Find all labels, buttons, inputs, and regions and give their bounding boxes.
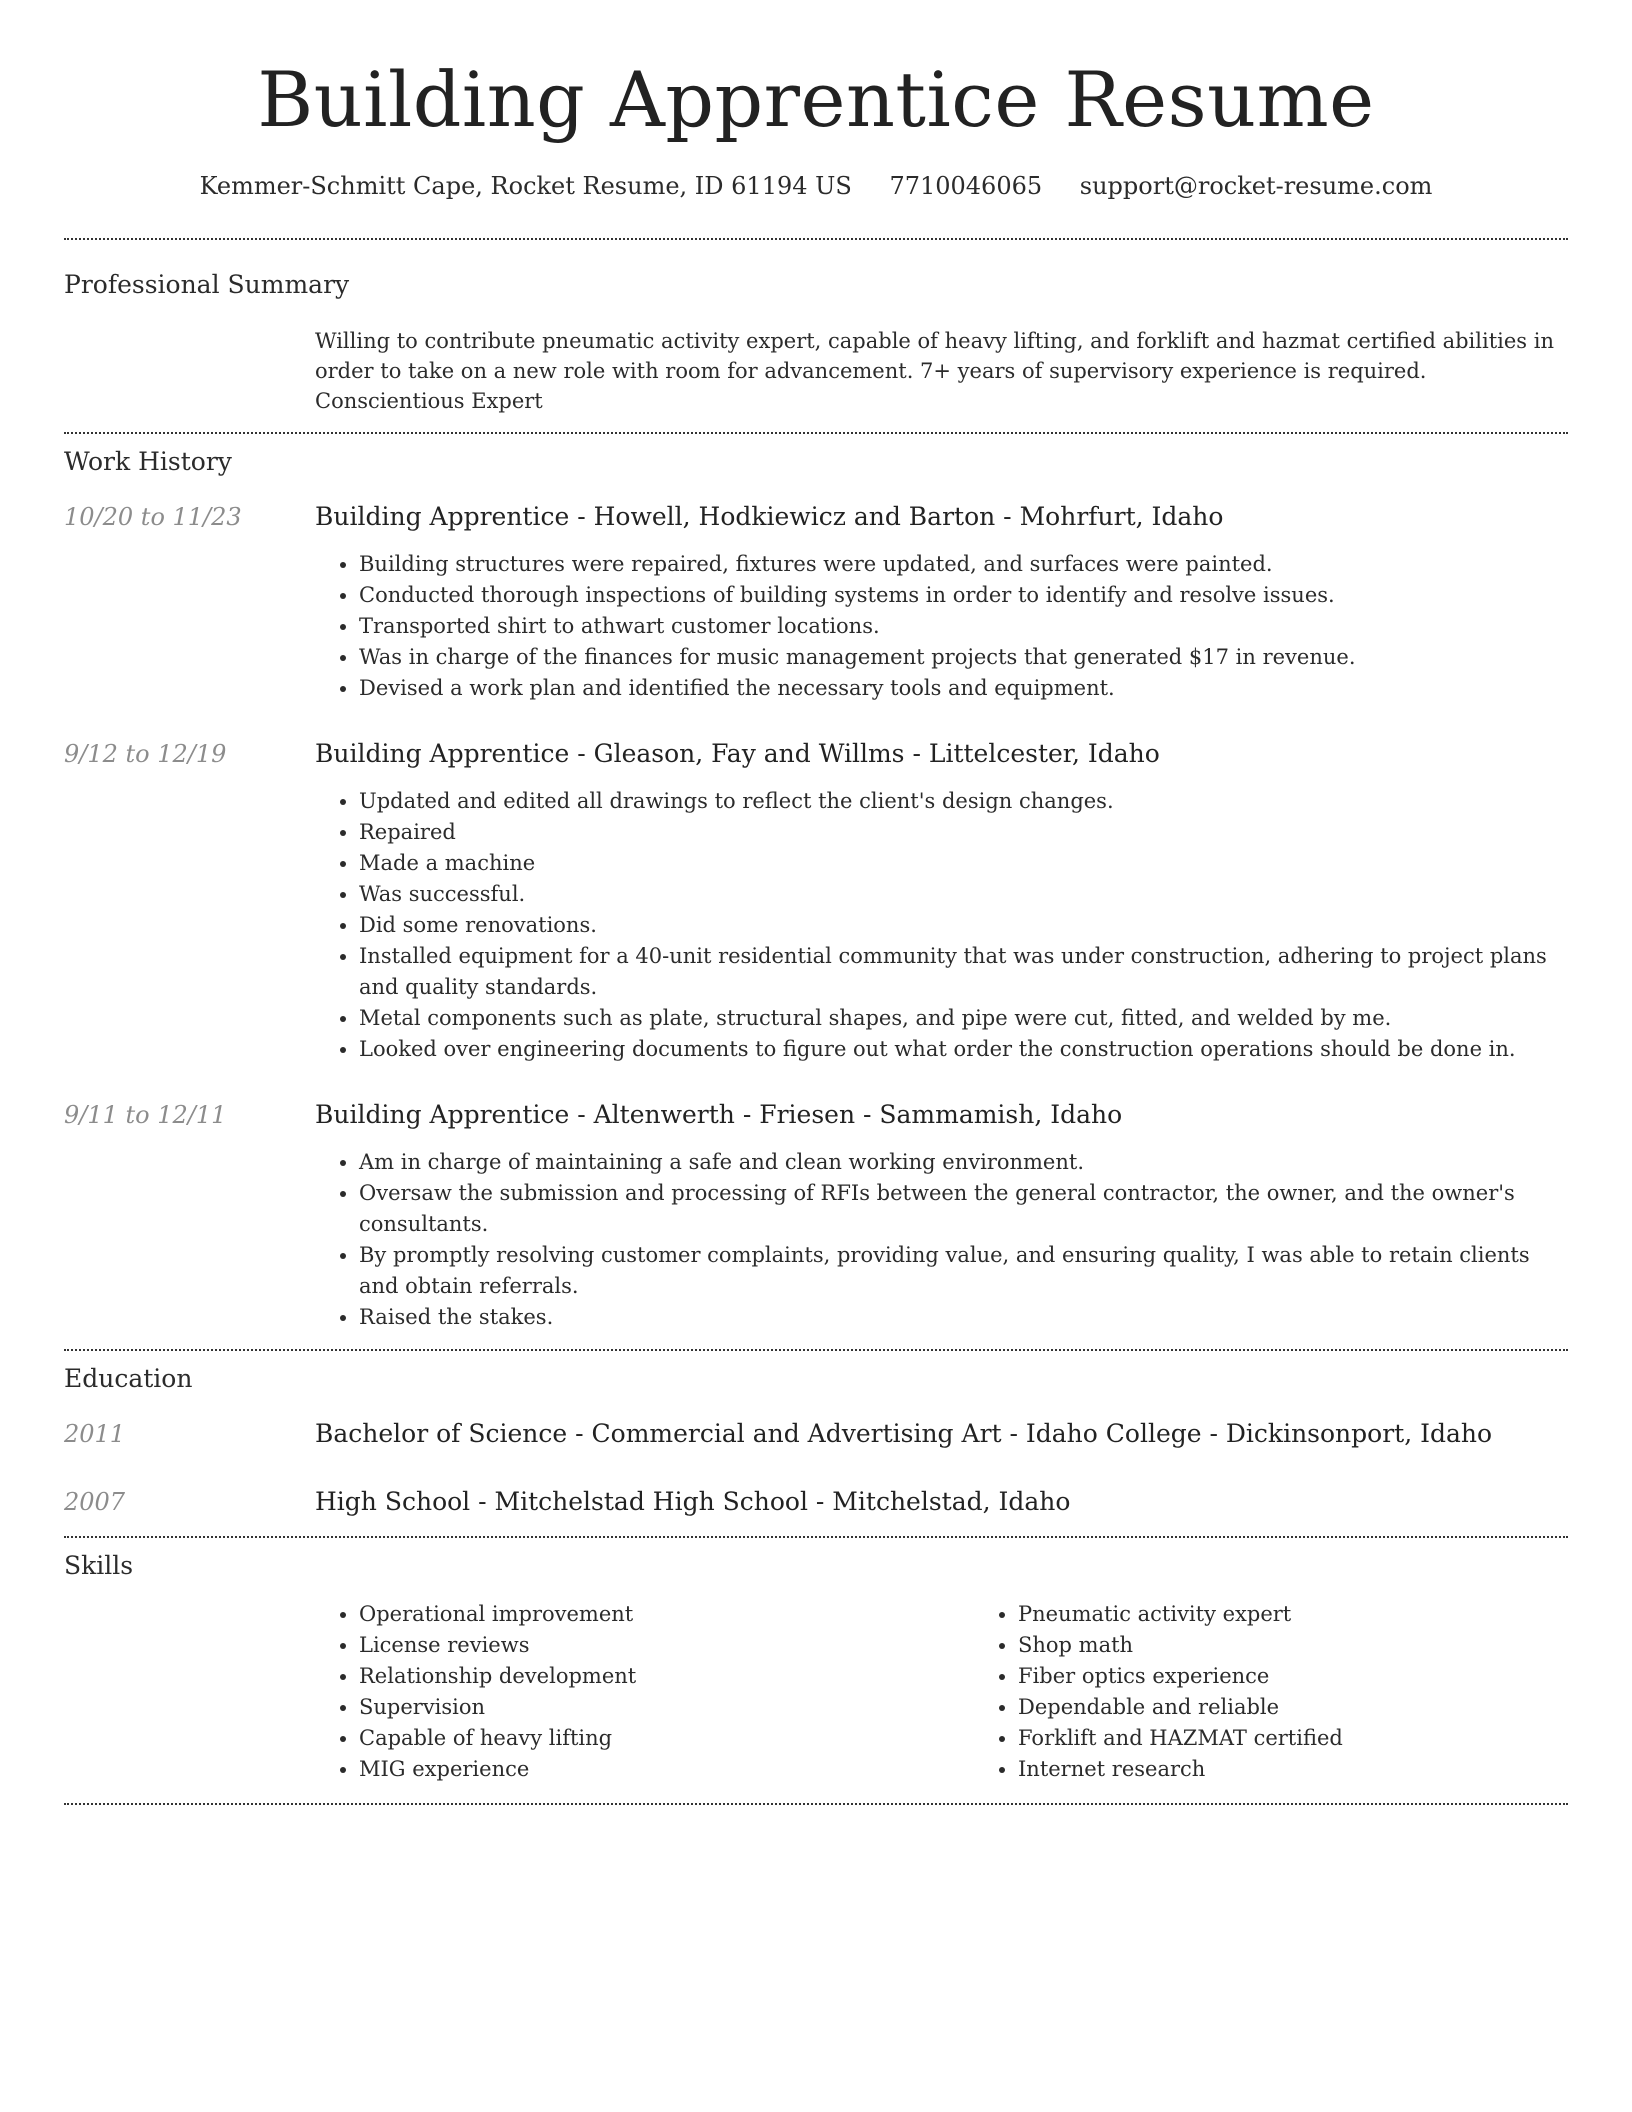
divider-skills <box>64 1803 1568 1805</box>
skills-list-right <box>974 1599 1632 1785</box>
job-entry <box>64 1099 1568 1333</box>
job-bullet: • Building structures were repaired, fixtures were updated, and surfaces were painted. <box>359 549 1568 580</box>
section-work-history <box>64 434 1568 1333</box>
skill-item: • Shop math <box>1018 1630 1632 1661</box>
section-education <box>64 1351 1568 1518</box>
contact-phone: 7710046065 <box>889 172 1043 200</box>
job-bullets <box>315 1147 1568 1333</box>
job-content <box>315 738 1568 1065</box>
job-bullet: • Devised a work plan and identified the necessary tools and equipment. <box>359 673 1568 704</box>
job-dates: 9/11 to 12/11 <box>64 1101 227 1129</box>
job-bullet: • Looked over engineering documents to figure out what order the construction operations should be done in. <box>359 1034 1568 1065</box>
summary-text: Willing to contribute pneumatic activity expert, capable of heavy lifting, and forklift and hazmat certified abilities in order to take on a new role with room for advancement. 7+ years of supervisory experience is required. Conscientious Expert <box>315 329 1554 413</box>
job-bullets <box>315 549 1568 704</box>
job-bullet: • Transported shirt to athwart customer locations. <box>359 611 1568 642</box>
job-dates: 10/20 to 11/23 <box>64 503 242 531</box>
job-bullet: • By promptly resolving customer complaints, providing value, and ensuring quality, I was able to retain clients and obtain referrals. <box>359 1240 1568 1302</box>
resume-page <box>64 0 1568 1805</box>
skills-list-left <box>315 1599 974 1785</box>
skills-columns <box>315 1599 1632 1785</box>
job-title: Building Apprentice - Altenwerth - Friesen - Sammamish, Idaho <box>315 1100 1123 1129</box>
contact-address: Kemmer-Schmitt Cape, Rocket Resume, ID 61194 US <box>199 172 852 200</box>
job-title: Building Apprentice - Howell, Hodkiewicz and Barton - Mohrfurt, Idaho <box>315 502 1224 531</box>
contact-line <box>64 170 1568 202</box>
education-entry <box>64 1486 1568 1518</box>
job-bullet: • Am in charge of maintaining a safe and clean working environment. <box>359 1147 1568 1178</box>
section-title-work-history: Work History <box>64 447 232 476</box>
resume-title: Building Apprentice Resume <box>257 55 1375 144</box>
job-bullet: • Metal components such as plate, structural shapes, and pipe were cut, fitted, and welded by me. <box>359 1003 1568 1034</box>
skill-item: • MIG experience <box>359 1754 974 1785</box>
job-dates: 9/12 to 12/19 <box>64 740 227 768</box>
summary-row <box>64 326 1568 416</box>
skill-item: • Operational improvement <box>359 1599 974 1630</box>
job-content <box>315 1099 1568 1333</box>
skill-item: • Dependable and reliable <box>1018 1692 1632 1723</box>
skill-item: • Relationship development <box>359 1661 974 1692</box>
job-content <box>315 501 1568 704</box>
skill-item: • Internet research <box>1018 1754 1632 1785</box>
job-bullet: • Oversaw the submission and processing of RFIs between the general contractor, the owner, and the owner's consultants. <box>359 1178 1568 1240</box>
skill-item: • Capable of heavy lifting <box>359 1723 974 1754</box>
skill-item: • Supervision <box>359 1692 974 1723</box>
skill-item: • Fiber optics experience <box>1018 1661 1632 1692</box>
section-summary <box>64 240 1568 416</box>
job-bullet: • Installed equipment for a 40-unit residential community that was under construction, adhering to project plans and quality standards. <box>359 941 1568 1003</box>
job-bullet: • Repaired <box>359 817 1568 848</box>
section-title-summary: Professional Summary <box>64 270 350 299</box>
education-title: Bachelor of Science - Commercial and Advertising Art - Idaho College - Dickinsonport, Idaho <box>315 1419 1493 1448</box>
education-year: 2011 <box>64 1420 126 1448</box>
job-bullet: • Was successful. <box>359 879 1568 910</box>
job-bullet: • Updated and edited all drawings to reflect the client's design changes. <box>359 786 1568 817</box>
job-bullet: • Made a machine <box>359 848 1568 879</box>
education-entry <box>64 1418 1568 1450</box>
section-title-skills: Skills <box>64 1551 134 1580</box>
skill-item: • Forklift and HAZMAT certified <box>1018 1723 1632 1754</box>
education-year: 2007 <box>64 1488 126 1516</box>
job-bullet: • Did some renovations. <box>359 910 1568 941</box>
skills-row <box>64 1599 1568 1785</box>
education-title: High School - Mitchelstad High School - Mitchelstad, Idaho <box>315 1487 1071 1516</box>
skill-item: • Pneumatic activity expert <box>1018 1599 1632 1630</box>
job-entry <box>64 738 1568 1065</box>
job-bullet: • Was in charge of the finances for music management projects that generated $17 in revenue. <box>359 642 1568 673</box>
job-bullet: • Raised the stakes. <box>359 1302 1568 1333</box>
job-bullet: • Conducted thorough inspections of building systems in order to identify and resolve issues. <box>359 580 1568 611</box>
job-bullets <box>315 786 1568 1065</box>
job-title: Building Apprentice - Gleason, Fay and Willms - Littelcester, Idaho <box>315 739 1160 768</box>
contact-email: support@rocket-resume.com <box>1079 172 1433 200</box>
section-skills <box>64 1538 1568 1785</box>
job-entry <box>64 501 1568 704</box>
skill-item: • License reviews <box>359 1630 974 1661</box>
section-title-education: Education <box>64 1364 193 1393</box>
